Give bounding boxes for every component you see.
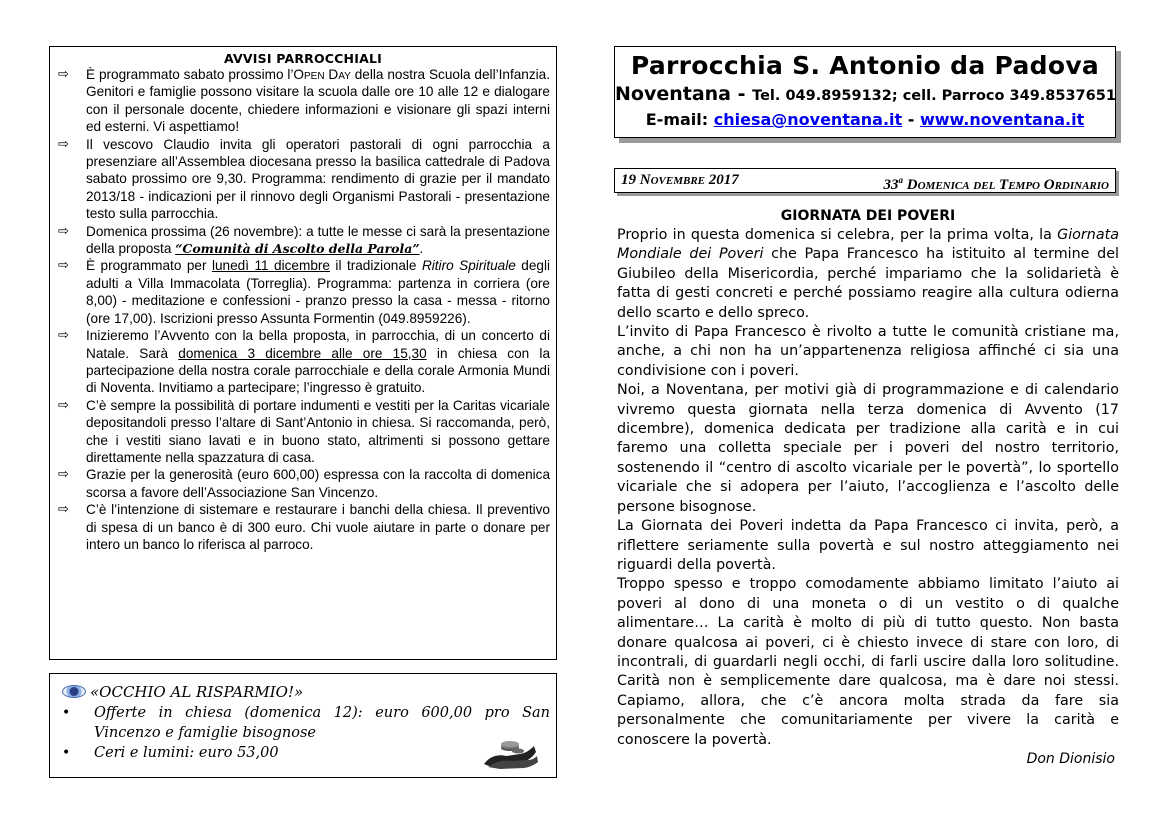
website-link[interactable]: www.noventana.it: [919, 110, 1085, 129]
article: [617, 206, 1119, 769]
avviso-assemblea: [56, 136, 550, 223]
issue-date: 19 Novembre 2017: [621, 172, 739, 188]
avviso-text: Il vescovo Claudio invita gli operatori pastorali di ogni parrocchia a presenziare all’Assemblea diocesana presso la basilica cattedrale di Padova sabato prossimo ore 9,30. Programma: rendimento di grazie per il mandato 2013/18 - indicazioni per il rinnovo degli Organismi Pastorali - presentazione testo sulla parrocchia.: [86, 136, 550, 222]
article-paragraph: [617, 226, 1119, 323]
risparmio-item: [58, 703, 550, 743]
sunday-text: Domenica del Tempo Ordinario: [903, 177, 1109, 193]
avviso-banchi: [56, 501, 550, 553]
avviso-text: Grazie per la generosità (euro 600,00) espressa con la raccolta di domenica scorsa a favore dell’Associazione San Vincenzo.: [86, 467, 550, 500]
bullet-icon: •: [62, 745, 71, 761]
phone-numbers: Tel. 049.8959132; cell. Parroco 349.8537651: [752, 88, 1116, 104]
ritiro-date: lunedì 11 dicembre: [211, 258, 330, 274]
parish-name: Parrocchia S. Antonio da Padova: [630, 51, 1100, 80]
arrow-icon: ⇨: [58, 397, 69, 413]
avviso-text: C’è sempre la possibilità di portare indumenti e vestiti per la Caritas vicariale depositandoli presso l’altare di Sant’Antonio in chiesa. Si raccomanda, però, che i vestiti siano lavati e in buono stato, altrimenti si possono gettare direttamente nella spazzatura di casa.: [86, 397, 550, 465]
arrow-icon: ⇨: [58, 67, 69, 82]
arrow-icon: ⇨: [58, 258, 69, 274]
concerto-date: domenica 3 dicembre alle ore 15,30: [178, 345, 427, 361]
avviso-text: in chiesa con la partecipazione della nostra corale parrocchiale e della corale Armonia Mundi di Noventa. Invitiamo a partecipare; l’ingresso è gratuito.: [86, 345, 551, 396]
risparmio-header: [58, 682, 548, 702]
avviso-text: degli adulti a Villa Immacolata (Torreglia). Programma: partenza in corriera (ore 8,00) - meditazione e confessioni - pranzo presso la casa - messa - ritorno (ore 17,00). Iscrizioni presso Assunta Formentin (049.8959226).: [86, 258, 551, 326]
arrow-icon: ⇨: [58, 467, 69, 483]
avviso-text: Inizieremo l’Avvento con la bella proposta, in parrocchia, di un concerto di Natale. Sarà: [86, 328, 550, 361]
risparmio-item: [58, 743, 550, 763]
liturgical-sunday: [884, 169, 1109, 197]
avviso-text: della nostra Scuola dell’Infanzia. Genitori e famiglie possono visitare la scuola dalle ore 10 alle 12 e dialogare con il personale docente, chiedere informazioni e visionare gli spazi interni ed esterni. Vi aspettiamo!: [86, 67, 551, 135]
arrow-icon: ⇨: [58, 328, 69, 344]
paragraph-text: che Papa Francesco ha istituito al termine del Giubileo della Misericordia, perché impariamo che la solidarietà è fatta di gesti concreti e perché possiamo reagire alla cultura odierna dello scarto e dello spreco.: [617, 246, 1119, 321]
offering-hands-icon: [480, 734, 540, 770]
avviso-caritas: [56, 397, 550, 467]
arrow-icon: ⇨: [58, 502, 69, 518]
comunita-ascolto-quote: “Comunità di Ascolto della Parola”: [175, 241, 420, 257]
bullet-icon: •: [62, 705, 71, 721]
separator: -: [902, 110, 920, 129]
risparmio-title: «OCCHIO AL RISPARMIO!»: [90, 683, 304, 701]
sunday-number: 33: [883, 177, 899, 193]
risparmio-text: Ceri e lumini: euro 53,00: [94, 745, 279, 761]
avviso-text: il tradizionale: [329, 258, 422, 274]
article-title: GIORNATA DEI POVERI: [780, 208, 956, 224]
article-body: [617, 226, 1119, 750]
email-link[interactable]: chiesa@noventana.it: [713, 110, 903, 129]
avviso-generosita: [56, 466, 550, 501]
avviso-concerto: [56, 327, 550, 397]
ritiro-label: Ritiro Spirituale: [421, 258, 516, 274]
signature: Don Dionisio: [1026, 750, 1115, 767]
open-day-label: Open Day: [293, 67, 351, 82]
risparmio-text: Offerte in chiesa (domenica 12): euro 600,00 pro San Vincenzo e famiglie bisognose: [94, 705, 550, 741]
arrow-icon: ⇨: [58, 223, 69, 239]
avvisi-title: AVVISI PARROCCHIALI: [224, 51, 382, 66]
avviso-open-day: [56, 66, 550, 136]
email-line: [615, 108, 1115, 132]
contact-line: [615, 82, 1115, 108]
email-label: E-mail:: [645, 110, 714, 129]
risparmio-list: [58, 703, 548, 763]
avviso-ritiro: [56, 257, 550, 327]
risparmio-box: [49, 673, 557, 778]
avvisi-list: [56, 66, 550, 553]
article-paragraph: La Giornata dei Poveri indetta da Papa Francesco ci invita, però, a riflettere seriamente sulla povertà e sul nostro atteggiamento nei riguardi della povertà.: [617, 518, 1119, 573]
avviso-text: È programmato sabato prossimo l’: [86, 67, 294, 82]
arrow-icon: ⇨: [58, 136, 69, 152]
article-paragraph: Troppo spesso e troppo comodamente abbiamo limitato l’aiuto ai poveri al dono di una moneta o di un vestito o di qualche alimentare… La carità è molto di più di tutto questo. Non basta donare qualcosa ai poveri, ci è chiesto invece di stare con loro, di incontrali, di guardarli negli occhi, di farli uscire dalla loro solitudine. Carità non è semplicemente dare qualcosa, ma è dare noi stessi. Capiamo, allora, che c’è ancora molta strada da fare sia personalmente che comunitariamente per vivere la carità e conoscere la povertà.: [617, 576, 1119, 748]
avviso-text: È programmato per: [86, 258, 212, 274]
avvisi-box: [49, 46, 557, 660]
parish-header: [614, 46, 1116, 138]
eye-icon: [62, 685, 86, 698]
article-paragraph: Noi, a Noventana, per motivi già di programmazione e di calendario vivremo questa giornata nella terza domenica di Avvento (17 dicembre), domenica dedicata per tradizione alla carità e in cui faremo una colletta speciale per i poveri del nostro territorio, sostenendo il “centro di ascolto vicariale per le povertà”, lo sportello vicariale che si adopera per l’aiuto, l’accoglienza e l’ascolto delle persone bisognose.: [617, 382, 1119, 515]
avviso-comunita-ascolto: [56, 223, 550, 258]
article-paragraph: L’invito di Papa Francesco è rivolto a tutte le comunità cristiane ma, anche, a chi non ha un’appartenenza religiosa affinché ci sia una condivisione con i poveri.: [617, 324, 1119, 379]
giornata-mondiale-label: Giornata Mondiale dei Poveri: [617, 227, 1119, 263]
avviso-text: C’è l’intenzione di sistemare e restaurare i banchi della chiesa. Il preventivo di spesa di un banco è di 300 euro. Chi vuole aiutare in parte o donare per intero un banco lo riferisca al parroco.: [86, 502, 550, 552]
paragraph-text: Proprio in questa domenica si celebra, per la prima volta, la: [617, 227, 1058, 243]
town-name: Noventana -: [615, 83, 753, 105]
sunday-ordinal: a: [898, 175, 904, 185]
avviso-text: .: [419, 241, 424, 257]
date-bar: [614, 168, 1116, 193]
avviso-text: Domenica prossima (26 novembre): a tutte le messe ci sarà la presentazione della proposta: [86, 223, 550, 257]
